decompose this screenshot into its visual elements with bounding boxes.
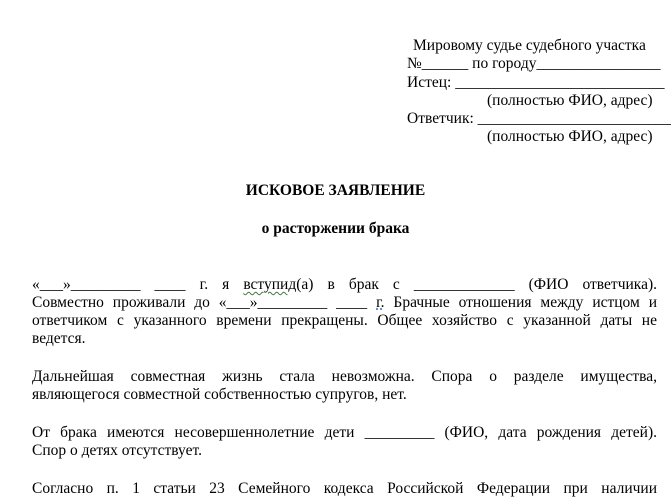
header-recipient: Мировому судье судебного участка: [413, 37, 646, 54]
p3-line-1: От брака имеются несовершеннолетние дети _________ (ФИО, дата рождения детей).: [32, 424, 657, 441]
header-plaintiff: Истец: ___________________________: [407, 74, 665, 91]
document-subtitle: о расторжении брака: [261, 220, 410, 237]
grammar-mark: г.: [376, 294, 385, 311]
header-defendant: Ответчик: _________________________: [407, 110, 671, 127]
header-plaintiff-hint: (полностью ФИО, адрес): [487, 92, 653, 109]
p1-line-3: ответчиком с указанного времени прекращены. Общее хозяйство с указанной даты не: [32, 312, 657, 329]
header-court-line: №______ по городу________________: [407, 55, 661, 72]
p1-line-4: ведется.: [32, 330, 86, 347]
p3-line-2: Спор о детях отсутствует.: [32, 442, 202, 459]
header-defendant-hint: (полностью ФИО, адрес): [487, 128, 653, 145]
p4-line-1: Согласно п. 1 статьи 23 Семейного кодекса Российской Федерации при наличии: [32, 480, 657, 497]
spelling-mark: вступид: [243, 276, 297, 293]
p2-line-1: Дальнейшая совместная жизнь стала невозможна. Спора о разделе имущества,: [32, 368, 657, 385]
document-title: ИСКОВОЕ ЗАЯВЛЕНИЕ: [245, 182, 426, 199]
p2-line-2: являющегося совместной собственностью супругов, нет.: [32, 386, 407, 403]
p1-line-1: «___»_________ ____ г. я вступид(а) в брак с _____________ (ФИО ответчика).: [32, 276, 657, 293]
p1-line-2: Совместно проживали до «___»_________ ____ г. Брачные отношения между истцом и: [32, 294, 658, 311]
